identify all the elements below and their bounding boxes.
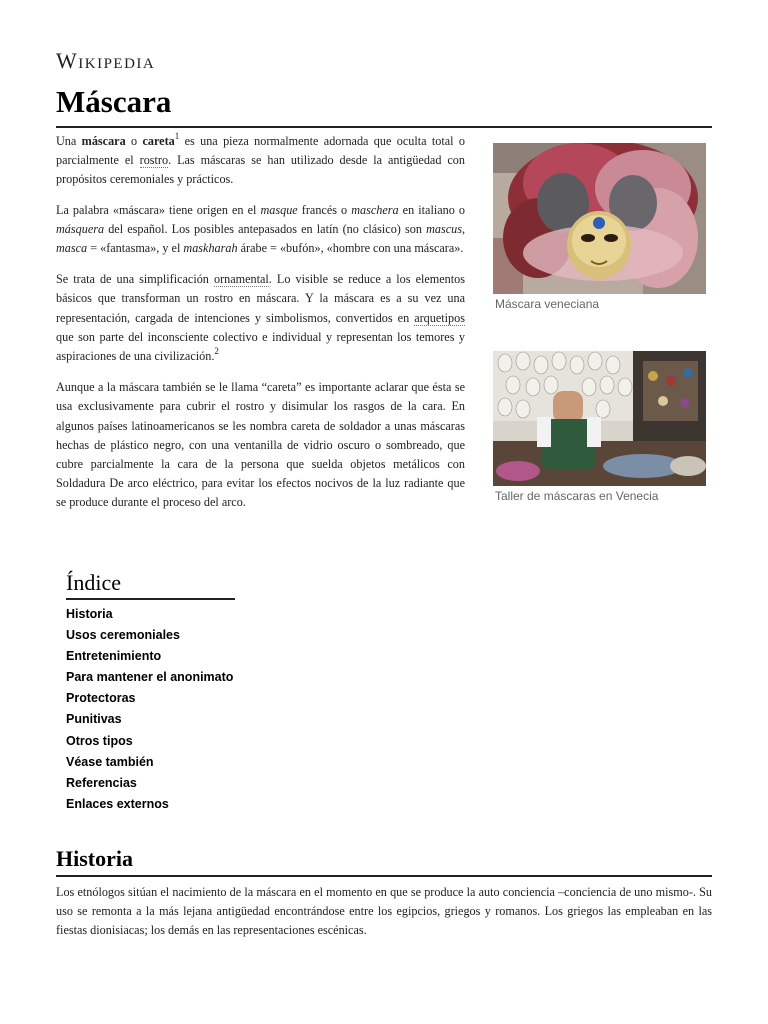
figure-caption: Taller de máscaras en Venecia <box>495 489 659 503</box>
italic-term: maschera <box>351 202 399 217</box>
lead-paragraph-4: Aunque a la máscara también se le llama “careta” es importante aclarar que ésta se usa exclusivamente para cubrir el rostro y disimular los rasgos de la cara. En algunos países latinoamericanos se les nombra careta de soldador a unas máscaras hechas de plástico negro, con una ventanilla de vidrio oscuro o sombreado, que cubre parcialmente la cara de la persona que suelda objetos metálicos con Soldadura De arco eléctrico, para evitar los efectos nocivos de la luz radiante que se produce durante el proceso del arco. <box>56 380 465 510</box>
text-run: en italiano o <box>398 202 465 217</box>
title-divider <box>56 126 712 128</box>
lead-paragraph-3 <box>56 270 465 366</box>
figure-venetian-mask <box>493 143 706 311</box>
text-run: . Las máscaras se han utilizado desde la antigüedad con propósitos ceremoniales y prácticos. <box>56 153 465 187</box>
text-run: Se trata de una simplificación <box>56 272 214 287</box>
italic-term: maskharah <box>183 241 238 256</box>
link-arquetipos[interactable]: arquetipos <box>414 310 465 325</box>
italic-term: mascus <box>426 221 462 236</box>
mask-workshop-illustration <box>493 351 706 486</box>
toc-item-historia[interactable]: Historia <box>66 607 113 621</box>
text-run: o <box>125 134 143 148</box>
toc-heading: Índice <box>66 570 235 600</box>
text-run: árabe = «bufón», «hombre con una máscara». <box>237 241 464 256</box>
text-run: del español. Los posibles antepasados en latín (no clásico) son <box>104 221 427 236</box>
text-run: = «fantasma», y el <box>87 241 184 256</box>
toc-item-anonimato[interactable]: Para mantener el anonimato <box>66 670 234 685</box>
venetian-mask-image[interactable] <box>493 143 706 294</box>
reference-2[interactable]: 2 <box>214 346 219 357</box>
italic-term: másquera <box>56 221 105 236</box>
toc-item-otros-tipos[interactable]: Otros tipos <box>66 733 133 748</box>
section-heading: Historia <box>56 846 712 877</box>
mask-workshop-image[interactable] <box>493 351 706 486</box>
link-ornamental[interactable]: ornamental <box>213 272 269 287</box>
bold-term-careta: careta <box>142 134 175 148</box>
toc-item-enlaces-externos[interactable]: Enlaces externos <box>66 796 169 811</box>
italic-term: masque <box>260 202 298 217</box>
link-rostro[interactable]: rostro <box>139 153 169 168</box>
figure-caption: Máscara veneciana <box>495 297 600 311</box>
figure-mask-workshop <box>493 351 706 503</box>
italic-term: masca <box>56 241 88 256</box>
wikipedia-logo[interactable] <box>56 48 155 74</box>
text-run: es una pieza normalmente adornada que oculta total o parcialmente el <box>56 134 465 168</box>
toc-item-entretenimiento[interactable]: Entretenimiento <box>66 649 162 664</box>
toc-item-vease-tambien[interactable]: Véase también <box>66 754 154 769</box>
page-title: Máscara <box>56 84 172 119</box>
toc-list <box>66 604 366 815</box>
section-paragraph: Los etnólogos sitúan el nacimiento de la máscara en el momento en que se produce la auto conciencia –conciencia de uno mismo-. Su uso se remonta a la más lejana antigüedad encontrándose entre los egipcios, griegos y romanos. Los griegos las empleaban en las fiestas dionisiacas; los demás en las representaciones escénicas. <box>56 885 712 938</box>
toc-item-punitivas[interactable]: Punitivas <box>66 712 122 727</box>
table-of-contents <box>66 570 366 815</box>
text-run: que son parte del inconsciente colectivo e individual y representan los temores y aspiraciones de una civilización. <box>56 329 465 364</box>
reference-1[interactable]: 1 <box>174 131 180 141</box>
logo-text: Wikipedia <box>56 48 156 73</box>
text-run: Una <box>56 134 82 148</box>
toc-item-usos-ceremoniales[interactable]: Usos ceremoniales <box>66 628 180 643</box>
section-historia <box>56 846 712 941</box>
bold-term-mascara: máscara <box>81 134 126 148</box>
lead-paragraph-1 <box>56 132 465 190</box>
venetian-mask-illustration <box>493 143 706 294</box>
toc-item-referencias[interactable]: Referencias <box>66 775 137 790</box>
lead-paragraph-2 <box>56 201 465 259</box>
text-run: La palabra «máscara» tiene origen en el <box>56 202 261 217</box>
text-run: francés o <box>297 202 352 217</box>
toc-item-protectoras[interactable]: Protectoras <box>66 691 136 706</box>
text-run: , <box>461 221 465 236</box>
text-run: . Lo visible se reduce a los elementos básicos que transforman un rostro en máscara. Y la máscara es a su vez una representación, cargada de intenciones y simbolismos, convertidos en <box>56 272 465 325</box>
lead-section <box>56 132 465 525</box>
